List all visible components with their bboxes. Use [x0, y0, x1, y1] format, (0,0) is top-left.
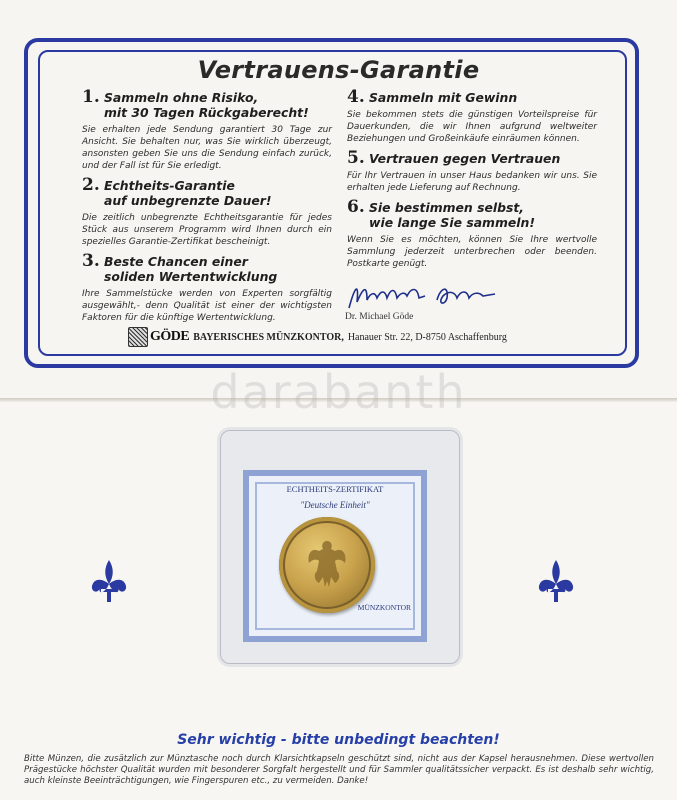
eagle-icon	[303, 537, 351, 593]
item-title: Sammeln ohne Risiko, mit 30 Tagen Rückgaberecht!	[104, 90, 309, 120]
fleur-de-lis-icon	[535, 558, 577, 604]
goede-logo	[128, 327, 189, 347]
fleur-de-lis-icon	[88, 558, 130, 604]
card-title: Vertrauens-Garantie	[197, 56, 480, 84]
logo-text: GÖDE	[150, 329, 190, 344]
company-footer	[128, 327, 507, 347]
item-body: Sie erhalten jede Sendung garantiert 30 Tage zur Ansicht. Sie behalten nur, was Sie wirklich überzeugt, ansonsten geben Sie uns die Sendung einfach zurück, und der Fall ist für Sie erledigt.	[82, 125, 332, 171]
guarantee-item-5	[347, 148, 597, 194]
guarantee-item-6	[347, 197, 597, 270]
guarantee-item-3	[82, 251, 332, 324]
company-name: BAYERISCHES MÜNZKONTOR,	[193, 331, 344, 343]
certificate-subtitle: "Deutsche Einheit"	[300, 500, 370, 510]
item-title: Sie bestimmen selbst, wie lange Sie sammeln!	[369, 200, 535, 230]
guarantee-card	[0, 0, 677, 398]
company-address: Hanauer Str. 22, D-8750 Aschaffenburg	[347, 331, 507, 343]
item-body: Die zeitlich unbegrenzte Echtheitsgarantie für jedes Stück aus unserem Programm wird Ihnen durch ein spezielles Garantie-Zertifikat bescheinigt.	[82, 213, 332, 247]
gold-coin	[279, 517, 375, 613]
guarantee-item-4	[347, 87, 597, 145]
watermark: darabanth	[210, 365, 467, 419]
notice-body: Bitte Münzen, die zusätzlich zur Münztasche noch durch Klarsichtkapseln geschützt sind, nicht aus der Kapsel herausnehmen. Diese wertvollen Prägestücke höchster Qualität wurden mit besonderer Sorgfalt hergestellt und für Sammler qualitätssicher verpackt. Es ist deshalb sehr wichtig, auch kleinste Beeinträchtigungen, wie Fingerspuren etc., zu vermeiden. Danke!	[24, 754, 654, 786]
signature-image	[345, 278, 505, 314]
item-title: Beste Chancen einer soliden Wertentwicklung	[104, 254, 278, 284]
item-title: Vertrauen gegen Vertrauen	[369, 151, 561, 166]
left-column	[82, 87, 332, 330]
crest-icon	[128, 327, 148, 347]
certificate-footer: MÜNZKONTOR	[357, 603, 411, 612]
item-number: 2.	[82, 175, 100, 195]
item-title: Echtheits-Garantie auf unbegrenzte Dauer!	[104, 178, 272, 208]
item-number: 1.	[82, 87, 100, 107]
signer-name: Dr. Michael Göde	[345, 312, 414, 322]
item-body: Ihre Sammelstücke werden von Experten sorgfältig ausgewählt,- denn Qualität ist einer der wichtigsten Faktoren für die künftige Wertentwicklung.	[82, 289, 332, 323]
item-number: 5.	[347, 148, 365, 168]
item-number: 3.	[82, 251, 100, 271]
guarantee-item-1	[82, 87, 332, 172]
item-title: Sammeln mit Gewinn	[369, 90, 518, 105]
guarantee-item-2	[82, 175, 332, 248]
item-body: Sie bekommen stets die günstigen Vorteilspreise für Dauerkunden, die wir Ihnen aufgrund weltweiter Beziehungen und Großeinkäufe einräumen können.	[347, 110, 597, 144]
item-number: 6.	[347, 197, 365, 217]
item-body: Für Ihr Vertrauen in unser Haus bedanken wir uns. Sie erhalten jede Lieferung auf Rechnung.	[347, 171, 597, 193]
right-column	[347, 87, 597, 276]
notice-title: Sehr wichtig - bitte unbedingt beachten!	[177, 732, 500, 748]
item-number: 4.	[347, 87, 365, 107]
item-body: Wenn Sie es möchten, können Sie Ihre wertvolle Sammlung jederzeit unterbrechen oder beenden. Postkarte genügt.	[347, 235, 597, 269]
certificate-title: ECHTHEITS-ZERTIFIKAT	[286, 484, 384, 494]
